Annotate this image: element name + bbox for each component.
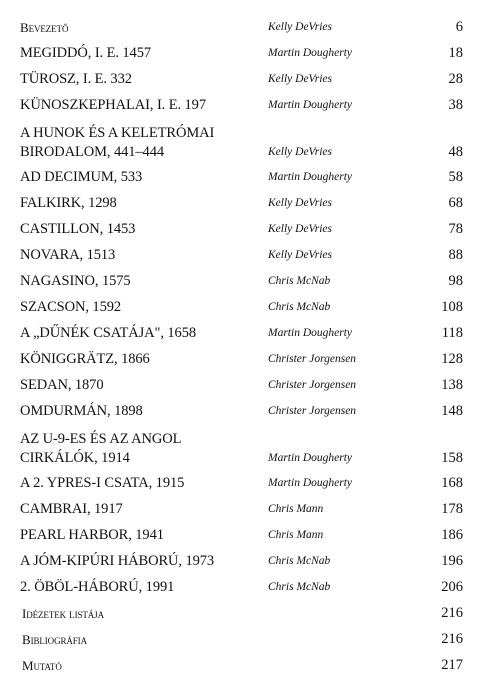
toc-entry-page-number: 138 — [441, 377, 463, 393]
toc-entry-title — [20, 194, 270, 213]
toc-entry-title — [22, 604, 272, 623]
toc-entry-author: Kelly DeVries — [268, 146, 332, 158]
toc-entry-page-number: 216 — [441, 631, 463, 647]
toc-entry-author: Kelly DeVries — [268, 197, 332, 209]
toc-entry-page-number: 168 — [441, 475, 463, 491]
toc-entry-title-line: Bibliográfia — [22, 632, 87, 647]
toc-entry-title — [20, 500, 270, 519]
toc-entry-page-number: 28 — [448, 71, 463, 87]
toc-entry-title — [20, 526, 270, 545]
toc-entry-title-line: KÖNIGGRÄTZ, 1866 — [20, 351, 150, 367]
toc-entry-author: Chris McNab — [268, 555, 331, 567]
toc-entry-page-number: 58 — [448, 169, 463, 185]
toc-entry-title-line: A „DŰNÉK CSATÁJA", 1658 — [20, 325, 197, 341]
toc-entry-page-number: 118 — [441, 325, 463, 341]
toc-entry-title — [20, 402, 270, 421]
toc-entry-page-number: 68 — [448, 195, 463, 211]
toc-entry-author: Chris Mann — [268, 529, 324, 541]
toc-entry-page-number: 148 — [441, 403, 463, 419]
toc-entry-title — [20, 124, 270, 162]
toc-entry-title-line: A 2. YPRES-I CSATA, 1915 — [20, 475, 185, 491]
toc-entry-title-line: BIRODALOM, 441–444 — [20, 144, 165, 160]
toc-entry-title-line: NAGASINO, 1575 — [20, 273, 131, 289]
toc-entry-title — [20, 44, 270, 63]
toc-entry-title-line: NOVARA, 1513 — [20, 247, 116, 263]
toc-entry-author: Christer Jorgensen — [268, 379, 357, 391]
toc-entry-author: Kelly DeVries — [268, 223, 332, 235]
toc-entry-title — [20, 376, 270, 395]
toc-entry-title-line: CAMBRAI, 1917 — [20, 501, 123, 517]
toc-entry-author: Martin Dougherty — [268, 477, 353, 489]
toc-entry-title — [20, 246, 270, 265]
toc-entry-page-number: 78 — [448, 221, 463, 237]
toc-entry-title-line: CASTILLON, 1453 — [20, 221, 136, 237]
toc-entry-title-line: 2. ÖBÖL-HÁBORÚ, 1991 — [20, 579, 175, 595]
toc-entry-author: Martin Dougherty — [268, 99, 353, 111]
toc-entry-page-number: 178 — [441, 501, 463, 517]
toc-entry-title-line: A HUNOK ÉS A KELETRÓMAI — [20, 125, 215, 141]
toc-entry-author: Kelly DeVries — [268, 21, 332, 33]
toc-entry-page-number: 6 — [455, 19, 463, 35]
toc-entry-title-line: MEGIDDÓ, I. E. 1457 — [20, 45, 152, 61]
toc-entry-title — [20, 168, 270, 187]
toc-entry-author: Chris McNab — [268, 275, 331, 287]
toc-entry-title — [20, 324, 270, 343]
toc-entry-title-line: CIRKÁLÓK, 1914 — [20, 450, 130, 466]
toc-entry-author: Martin Dougherty — [268, 452, 353, 464]
toc-entry-page-number: 128 — [441, 351, 463, 367]
toc-entry-page-number: 38 — [448, 97, 463, 113]
toc-entry-title — [20, 272, 270, 291]
toc-entry-title — [20, 474, 270, 493]
toc-entry-author: Kelly DeVries — [268, 249, 332, 261]
toc-entry-author: Chris McNab — [268, 581, 331, 593]
toc-entry-page-number: 98 — [448, 273, 463, 289]
toc-entry-title — [20, 350, 270, 369]
toc-entry-page-number: 217 — [441, 657, 463, 673]
toc-entry-author: Martin Dougherty — [268, 171, 353, 183]
toc-entry-title — [22, 656, 272, 675]
toc-entry-author: Christer Jorgensen — [268, 405, 357, 417]
toc-entry-page-number: 186 — [441, 527, 463, 543]
toc-entry-page-number: 18 — [448, 45, 463, 61]
toc-entry-title — [20, 96, 270, 115]
toc-entry-title-line: Bevezető — [20, 20, 69, 35]
toc-entry-author: Chris Mann — [268, 503, 324, 515]
toc-entry-title-line: SZACSON, 1592 — [20, 299, 122, 315]
toc-entry-title — [22, 630, 272, 649]
toc-entry-author: Martin Dougherty — [268, 327, 353, 339]
toc-entry-title-line: SEDAN, 1870 — [20, 377, 104, 393]
toc-entry-title-line: A JÓM-KIPÚRI HÁBORÚ, 1973 — [20, 553, 215, 569]
toc-entry-title — [20, 578, 270, 597]
toc-entry-title-line: AZ U-9-ES ÉS AZ ANGOL — [20, 431, 182, 447]
toc-entry-page-number: 108 — [441, 299, 463, 315]
toc-entry-title-line: OMDURMÁN, 1898 — [20, 403, 143, 419]
toc-entry-title-line: KÜNOSZKEPHALAI, I. E. 197 — [20, 97, 206, 113]
toc-entry-page-number: 158 — [441, 450, 463, 466]
toc-entry-page-number: 216 — [441, 605, 463, 621]
toc-entry-title-line: FALKIRK, 1298 — [20, 195, 117, 211]
toc-entry-page-number: 48 — [448, 144, 463, 160]
toc-entry-author: Christer Jorgensen — [268, 353, 357, 365]
toc-entry-title — [20, 220, 270, 239]
toc-entry-author: Martin Dougherty — [268, 47, 353, 59]
toc-entry-title-line: TÜROSZ, I. E. 332 — [20, 71, 132, 87]
toc-entry-title-line: AD DECIMUM, 533 — [20, 169, 143, 185]
toc-entry-title-line: Idézetek listája — [22, 606, 104, 621]
toc-entry-page-number: 206 — [441, 579, 463, 595]
toc-entry-page-number: 88 — [448, 247, 463, 263]
toc-entry-title — [20, 18, 270, 37]
toc-entry-author: Chris McNab — [268, 301, 331, 313]
toc-entry-title-line: Mutató — [22, 658, 62, 673]
toc-entry-title — [20, 298, 270, 317]
toc-entry-title — [20, 70, 270, 89]
toc-entry-title — [20, 552, 270, 571]
toc-entry-page-number: 196 — [441, 553, 463, 569]
toc-entry-title-line: PEARL HARBOR, 1941 — [20, 527, 164, 543]
toc-entry-author: Kelly DeVries — [268, 73, 332, 85]
toc-entry-title — [20, 430, 270, 468]
